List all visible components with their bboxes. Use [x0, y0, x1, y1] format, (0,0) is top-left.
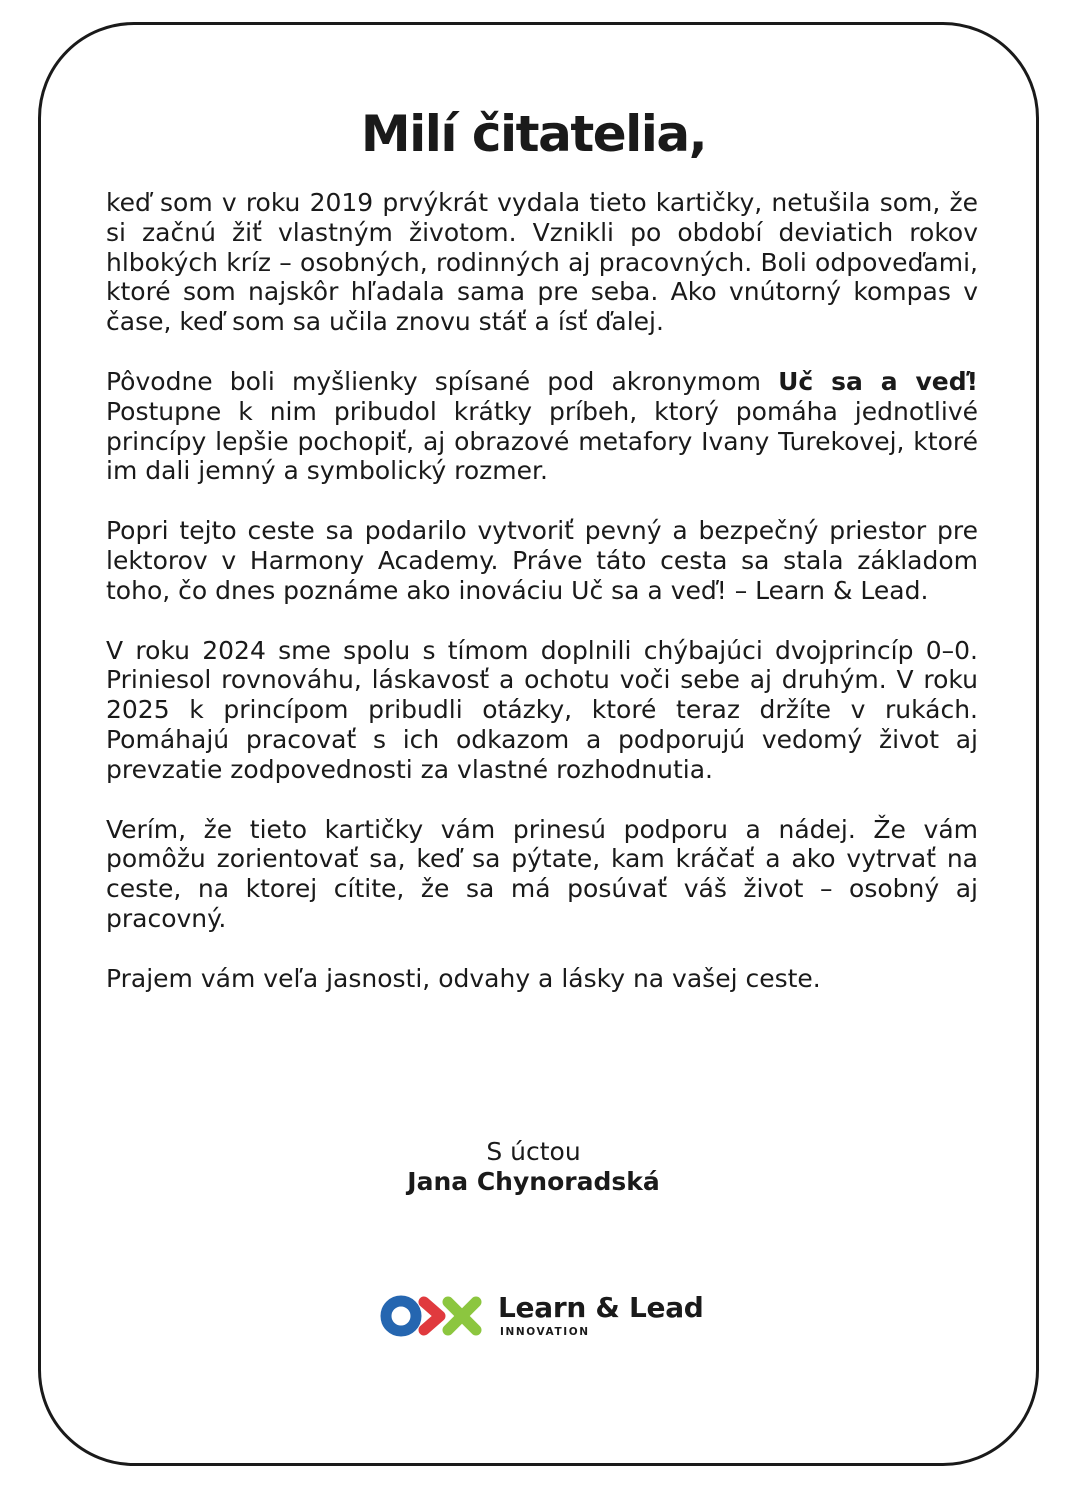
logo-mark-icon — [380, 1294, 488, 1338]
paragraph-intro: keď som v roku 2019 prvýkrát vydala tieto kartičky, netušila som, že si začnú žiť vlastným životom. Vznikli po období deviatich rokov hlbokých kríz – osobných, rodinných aj pracovných. Boli odpoveďami, ktoré som najskôr hľadala sama pre seba. Ako vnútorný kompas v čase, keď som sa učila znovu stáť a ísť ďalej. — [106, 188, 978, 337]
paragraph-2024: V roku 2024 sme spolu s tímom doplnili chýbajúci dvojprincíp 0–0. Priniesol rovnováhu, láskavosť a ochotu voči sebe aj druhým. V roku 2025 k princípom pribudli otázky, ktoré teraz držíte v rukách. Pomáhajú pracovať s ich odkazom a podporujú vedomý život aj prevzatie zodpovednosti za vlastné rozhodnutia. — [106, 635, 978, 784]
closing-greeting: S úctou — [486, 1137, 581, 1166]
paragraph-academy: Popri tejto ceste sa podarilo vytvoriť pevný a bezpečný priestor pre lektorov v Harmony Academy. Práve táto cesta sa stala základom toho, čo dnes poznáme ako inováciu Uč sa a veď! – Learn & Lead. — [106, 516, 978, 605]
paragraph-origins-end: Postupne k nim pribudol krátky príbeh, ktorý pomáha jednotlivé princípy lepšie pochopiť, aj obrazové metafory Ivany Turekovej, ktoré im dali jemný a symbolický rozmer. — [106, 396, 978, 486]
acronym-highlight: Uč sa a veď! — [778, 366, 978, 396]
paragraph-origins — [106, 367, 978, 486]
letter-title: Milí čitatelia, — [360, 105, 707, 163]
closing-signature: Jana Chynoradská — [407, 1167, 660, 1196]
learn-and-lead-logo — [380, 1290, 704, 1342]
paragraph-wish: Prajem vám veľa jasnosti, odvahy a lásky na vašej ceste. — [106, 963, 821, 993]
logo-name: Learn & Lead — [498, 1291, 704, 1324]
letter-closing — [0, 1137, 1067, 1197]
paragraph-origins-start: Pôvodne boli myšlienky spísané pod akronymom — [106, 366, 779, 396]
paragraph-hope: Verím, že tieto kartičky vám prinesú podporu a nádej. Že vám pomôžu zorientovať sa, keď sa pýtate, kam kráčať a ako vytrvať na ceste, na ktorej cítite, že sa má posúvať váš život – osobný aj pracovný. — [106, 814, 978, 933]
logo-subtitle: INNOVATION — [500, 1326, 590, 1338]
letter-body — [106, 188, 978, 1024]
